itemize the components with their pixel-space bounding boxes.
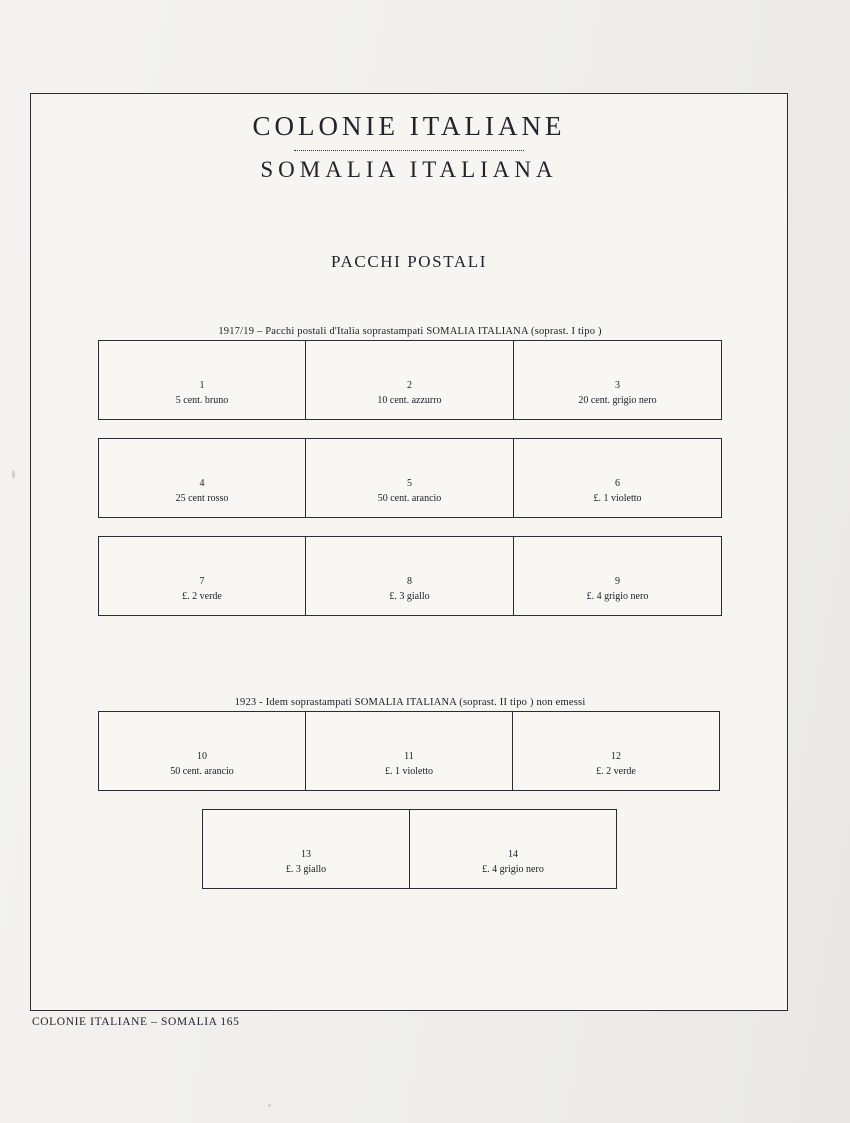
stamp-number: 2 bbox=[407, 380, 412, 391]
stamp-number: 13 bbox=[301, 849, 311, 860]
stamp-slot[interactable] bbox=[202, 809, 410, 889]
stamp-slot[interactable] bbox=[305, 536, 514, 616]
stamp-number: 10 bbox=[197, 751, 207, 762]
stamp-number: 1 bbox=[199, 380, 205, 391]
stamp-description: 50 cent. arancio bbox=[170, 766, 234, 777]
page-footer: COLONIE ITALIANE – SOMALIA 165 bbox=[32, 1016, 240, 1028]
stamp-description: £. 4 grigio nero bbox=[586, 591, 649, 602]
stamp-row bbox=[98, 711, 722, 791]
page-subtitle: SOMALIA ITALIANA bbox=[260, 157, 558, 182]
stamp-number: 6 bbox=[615, 478, 620, 489]
group-heading: 1923 - Idem soprastampati SOMALIA ITALIANA (soprast. II tipo ) non emessi bbox=[234, 697, 586, 708]
stamp-number: 5 bbox=[407, 478, 412, 489]
stamp-description: £. 4 grigio nero bbox=[482, 864, 544, 875]
stamp-number: 8 bbox=[407, 576, 412, 587]
stamp-slot[interactable] bbox=[98, 536, 306, 616]
stamp-slot[interactable] bbox=[512, 711, 720, 791]
stamp-number: 9 bbox=[615, 576, 620, 587]
stamp-description: 25 cent rosso bbox=[175, 493, 229, 504]
group-heading: 1917/19 – Pacchi postali d'Italia soprastampati SOMALIA ITALIANA (soprast. I tipo ) bbox=[218, 326, 602, 337]
stamp-row bbox=[98, 536, 722, 616]
stamp-slot[interactable] bbox=[513, 340, 722, 420]
section-title: PACCHI POSTALI bbox=[331, 252, 487, 271]
stamp-description: 50 cent. arancio bbox=[377, 493, 442, 504]
stamp-slot[interactable] bbox=[513, 536, 722, 616]
stamp-description: £. 1 violetto bbox=[384, 766, 434, 777]
stamp-number: 12 bbox=[611, 751, 621, 762]
stamp-number: 14 bbox=[508, 849, 518, 860]
stamp-slot[interactable] bbox=[98, 340, 306, 420]
stamp-description: 5 cent. bruno bbox=[175, 395, 229, 406]
stamp-slot[interactable] bbox=[98, 438, 306, 518]
stamp-description: 10 cent. azzurro bbox=[377, 395, 442, 406]
stamp-number: 4 bbox=[199, 478, 205, 489]
stamp-slot[interactable] bbox=[409, 809, 617, 889]
stamp-row bbox=[202, 809, 722, 889]
page-title: COLONIE ITALIANE bbox=[252, 111, 566, 141]
stamp-slot[interactable] bbox=[305, 438, 514, 518]
stamp-group-1923 bbox=[98, 697, 722, 907]
stamp-slot[interactable] bbox=[98, 711, 306, 791]
title-divider bbox=[294, 150, 524, 151]
album-frame bbox=[30, 93, 788, 1011]
stamp-description: £. 2 verde bbox=[182, 591, 222, 602]
stamp-row bbox=[98, 340, 722, 420]
stamp-group-1917 bbox=[98, 326, 722, 634]
stamp-description: 20 cent. grigio nero bbox=[578, 395, 657, 406]
stamp-slot[interactable] bbox=[513, 438, 722, 518]
stamp-description: £. 3 giallo bbox=[285, 864, 327, 875]
stamp-description: £. 1 violetto bbox=[593, 493, 642, 504]
stamp-description: £. 3 giallo bbox=[389, 591, 430, 602]
stamp-number: 7 bbox=[199, 576, 205, 587]
stamp-number: 11 bbox=[404, 751, 414, 762]
stamp-row bbox=[98, 438, 722, 518]
stamp-slot[interactable] bbox=[305, 711, 513, 791]
stamp-description: £. 2 verde bbox=[596, 766, 636, 777]
stamp-number: 3 bbox=[615, 380, 620, 391]
stamp-slot[interactable] bbox=[305, 340, 514, 420]
